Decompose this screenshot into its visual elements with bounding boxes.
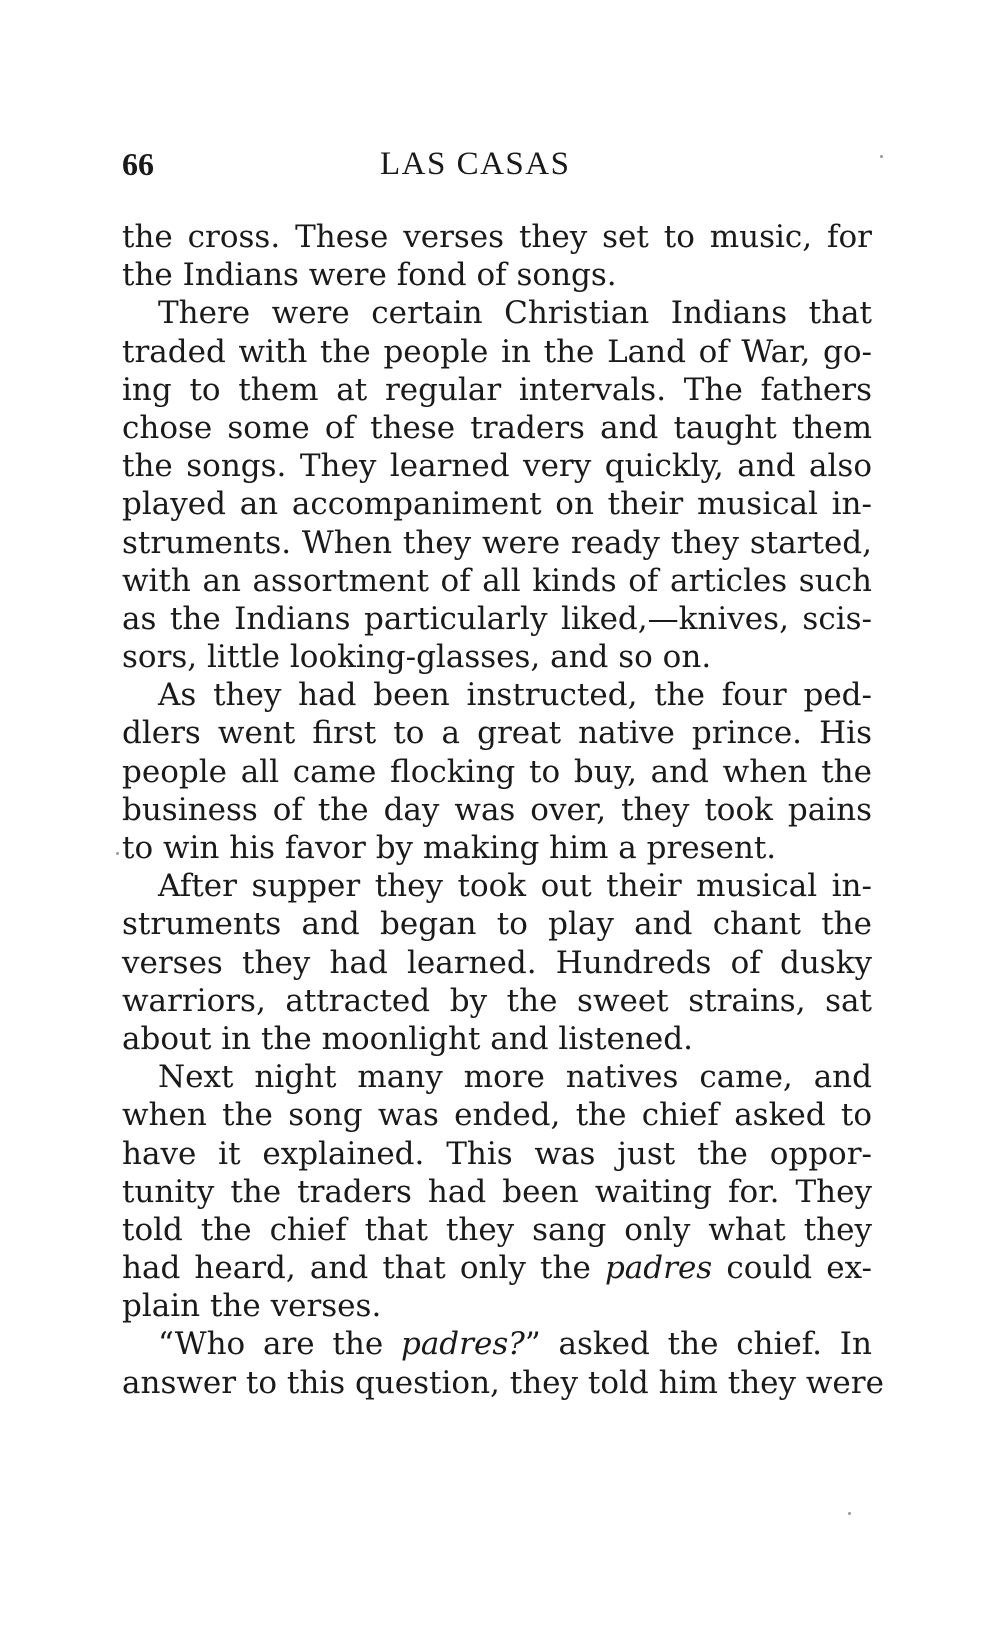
paper-speck bbox=[848, 1512, 851, 1515]
text-line: business of the day was over, they took pains bbox=[122, 791, 872, 828]
paper-speck bbox=[116, 852, 119, 855]
running-title: LAS CASAS bbox=[380, 146, 571, 182]
text-line: when the song was ended, the chief asked to bbox=[122, 1097, 872, 1134]
text-line: the songs. They learned very quickly, and also bbox=[122, 448, 872, 485]
text-line: people all came flocking to buy, and when the bbox=[122, 753, 872, 790]
text-line: have it explained. This was just the oppor- bbox=[122, 1135, 872, 1172]
text-line: struments. When they were ready they started, bbox=[122, 524, 872, 561]
line-text: “Who are the bbox=[158, 1326, 384, 1363]
paper-speck bbox=[880, 155, 883, 158]
text-line: struments and began to play and chant the bbox=[122, 906, 872, 943]
text-line: traded with the people in the Land of War, go- bbox=[122, 333, 872, 370]
line-text: had heard, and that only the bbox=[122, 1250, 591, 1287]
text-line: tunity the traders had been waiting for. They bbox=[122, 1173, 872, 1210]
text-line: told the chief that they sang only what they bbox=[122, 1211, 872, 1248]
text-line: about in the moonlight and listened. bbox=[122, 1020, 693, 1057]
text-line: answer to this question, they told him they were bbox=[122, 1364, 884, 1401]
italic-word: padres bbox=[604, 1250, 713, 1287]
page-number: 66 bbox=[122, 146, 154, 182]
text-line: sors, little looking-glasses, and so on. bbox=[122, 639, 712, 676]
text-line: chose some of these traders and taught them bbox=[122, 409, 872, 446]
text-line: the cross. These verses they set to music, for bbox=[122, 219, 872, 255]
line-text: could ex- bbox=[726, 1250, 873, 1287]
text-line: played an accompaniment on their musical in- bbox=[122, 486, 872, 523]
text-line: There were certain Christian Indians that bbox=[158, 295, 872, 332]
line-text: ” asked the chief. In bbox=[524, 1326, 873, 1363]
text-line: as the Indians particularly liked,—knives, scis- bbox=[122, 600, 872, 637]
body-text bbox=[122, 218, 884, 1402]
text-line: Next night many more natives came, and bbox=[158, 1059, 872, 1096]
text-line bbox=[122, 1249, 872, 1287]
text-line: warriors, attracted by the sweet strains, sat bbox=[122, 982, 872, 1019]
italic-word: padres? bbox=[400, 1326, 525, 1363]
text-line: verses they had learned. Hundreds of dusky bbox=[122, 944, 872, 981]
text-line: After supper they took out their musical in- bbox=[158, 868, 872, 905]
text-line bbox=[122, 1325, 872, 1363]
running-head bbox=[122, 142, 872, 186]
text-line: dlers went first to a great native prince. His bbox=[122, 715, 872, 752]
text-line: with an assortment of all kinds of articles such bbox=[122, 562, 872, 599]
text-line: As they had been instructed, the four ped- bbox=[158, 677, 872, 714]
text-line: ing to them at regular intervals. The fathers bbox=[122, 371, 872, 408]
text-line: to win his favor by making him a present. bbox=[122, 830, 777, 866]
text-line: the Indians were fond of songs. bbox=[122, 257, 617, 294]
text-line: plain the verses. bbox=[122, 1288, 382, 1325]
